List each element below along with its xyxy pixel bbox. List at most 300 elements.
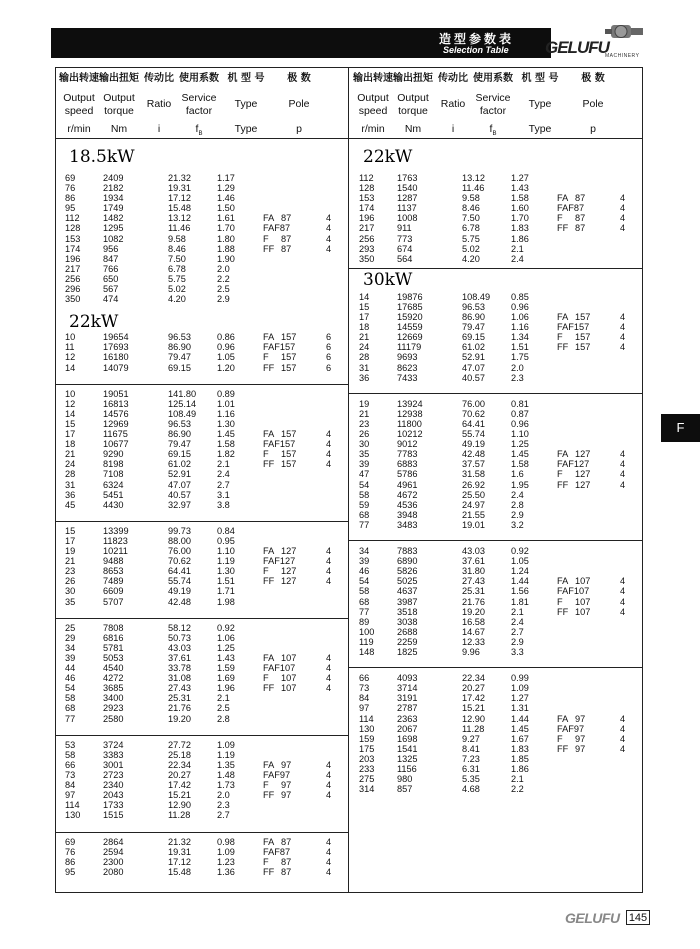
cell: 14.67 bbox=[462, 626, 485, 637]
cell: 1749 bbox=[103, 203, 124, 214]
cell: 28 bbox=[359, 352, 370, 363]
cell: 15.48 bbox=[168, 203, 191, 214]
cell: 39 bbox=[65, 652, 76, 663]
cell: 0.98 bbox=[217, 836, 235, 847]
type-model: FA bbox=[557, 449, 569, 460]
column-header-en-line: factor bbox=[479, 105, 507, 117]
cell: 29 bbox=[65, 632, 76, 643]
cell: 4540 bbox=[103, 663, 124, 674]
cell: 148 bbox=[359, 647, 375, 658]
type-model: FA bbox=[263, 836, 275, 847]
column-header-en-line: Output bbox=[103, 92, 135, 104]
column-unit: r/min bbox=[361, 123, 385, 135]
cell: 34 bbox=[359, 546, 370, 557]
cell: 28 bbox=[65, 469, 76, 480]
cell: 99.73 bbox=[168, 525, 191, 536]
cell: 64.41 bbox=[168, 566, 191, 577]
type-model: FAF157 bbox=[263, 439, 296, 450]
type-list bbox=[55, 546, 348, 586]
cell: 5.02 bbox=[462, 243, 480, 254]
type-model: FA bbox=[557, 576, 569, 587]
cell: 19.31 bbox=[168, 846, 191, 857]
cell: 2.1 bbox=[511, 243, 524, 254]
cell: 217 bbox=[65, 263, 81, 274]
cell: 44 bbox=[65, 663, 76, 674]
cell: 5.75 bbox=[168, 273, 186, 284]
cell: 2.4 bbox=[511, 253, 524, 264]
cell: 773 bbox=[397, 233, 413, 244]
type-model: F bbox=[263, 566, 269, 577]
cell: 9693 bbox=[397, 352, 418, 363]
cell: 2.4 bbox=[511, 616, 524, 627]
cell: 17 bbox=[65, 429, 76, 440]
cell: 1.61 bbox=[217, 213, 235, 224]
cell: 36 bbox=[359, 372, 370, 383]
cell: 5826 bbox=[397, 566, 418, 577]
type-size: 87 bbox=[281, 866, 292, 877]
cell: 5786 bbox=[397, 469, 418, 480]
cell: 11800 bbox=[397, 418, 422, 429]
cell: 52.91 bbox=[168, 469, 191, 480]
cell: 350 bbox=[359, 253, 375, 264]
column-header-cn: 传动比 bbox=[438, 73, 468, 84]
column-header bbox=[468, 67, 518, 139]
column-header-en bbox=[57, 92, 101, 118]
column-header-en-line: Output bbox=[357, 92, 389, 104]
cell: 1.83 bbox=[511, 223, 529, 234]
type-row bbox=[349, 449, 642, 459]
cell: 70.62 bbox=[462, 408, 485, 419]
type-row bbox=[55, 790, 348, 800]
type-size: 157 bbox=[281, 449, 297, 460]
cell: 1733 bbox=[103, 800, 124, 811]
column-header-en bbox=[514, 98, 566, 111]
type-list bbox=[349, 576, 642, 616]
cell: 4672 bbox=[397, 489, 418, 500]
power-heading: 22kW bbox=[69, 312, 119, 333]
cell: 293 bbox=[359, 243, 375, 254]
cell: 19.20 bbox=[462, 606, 485, 617]
column-header-en-line: speed bbox=[358, 105, 388, 117]
cell: 69 bbox=[65, 173, 76, 183]
column-header-en-line: Ratio bbox=[146, 98, 172, 110]
cell: 19876 bbox=[397, 291, 423, 302]
cell: 46 bbox=[65, 673, 76, 684]
cell: 66 bbox=[65, 759, 76, 770]
cell: 76.00 bbox=[462, 398, 485, 409]
cell: 9.96 bbox=[462, 647, 480, 658]
type-model: FA bbox=[557, 193, 569, 204]
power-heading: 30kW bbox=[363, 269, 413, 290]
cell: 1.31 bbox=[511, 703, 529, 714]
type-pole: 4 bbox=[620, 469, 626, 480]
cell: 36 bbox=[65, 489, 76, 500]
column-header-cn: 输出转速 bbox=[353, 73, 393, 84]
type-row bbox=[349, 744, 642, 754]
cell: 77 bbox=[65, 713, 76, 724]
cell: 5025 bbox=[397, 576, 418, 587]
cell: 1.75 bbox=[511, 352, 529, 363]
cell: 7.23 bbox=[462, 753, 480, 764]
type-size: 127 bbox=[281, 576, 297, 587]
cell: 1.09 bbox=[511, 683, 529, 694]
type-row bbox=[55, 459, 348, 469]
cell: 3.2 bbox=[511, 519, 524, 530]
cell: 10677 bbox=[103, 439, 129, 450]
cell: 8.41 bbox=[462, 743, 480, 754]
type-row bbox=[349, 714, 642, 724]
cell: 3483 bbox=[397, 519, 418, 530]
brand-logo bbox=[545, 22, 650, 60]
type-row bbox=[349, 469, 642, 479]
type-pole: 4 bbox=[326, 673, 332, 684]
column-header-en bbox=[351, 92, 395, 118]
column-header-cn: 输出扭矩 bbox=[393, 73, 433, 84]
type-list bbox=[55, 837, 348, 877]
cell: 79.47 bbox=[168, 439, 191, 450]
cell: 1.24 bbox=[511, 566, 529, 577]
type-row bbox=[55, 439, 348, 449]
column-header-cn: 使用系数 bbox=[473, 73, 513, 84]
right-table-header bbox=[349, 67, 642, 139]
type-row bbox=[55, 760, 348, 770]
type-model: FA bbox=[557, 713, 569, 724]
cell: 10211 bbox=[103, 546, 128, 557]
cell: 2688 bbox=[397, 626, 418, 637]
cell: 1.86 bbox=[511, 764, 529, 775]
type-model: FA bbox=[263, 429, 275, 440]
section-divider bbox=[55, 618, 348, 619]
cell: 0.85 bbox=[511, 291, 529, 302]
type-row bbox=[55, 653, 348, 663]
cell: 7433 bbox=[397, 372, 418, 383]
column-unit: i bbox=[451, 123, 455, 135]
cell: 4093 bbox=[397, 673, 418, 684]
cell: 25.31 bbox=[462, 586, 485, 597]
cell: 153 bbox=[359, 193, 375, 204]
cell: 20.27 bbox=[168, 769, 191, 780]
cell: 24 bbox=[65, 459, 76, 470]
type-model: FAF107 bbox=[557, 586, 590, 597]
type-pole: 4 bbox=[326, 836, 332, 847]
type-size: 107 bbox=[575, 606, 591, 617]
column-header bbox=[573, 67, 613, 139]
cell: 1.35 bbox=[217, 759, 235, 770]
cell: 22.34 bbox=[168, 759, 191, 770]
type-row bbox=[349, 586, 642, 596]
cell: 13399 bbox=[103, 525, 129, 536]
column-header-en-line: speed bbox=[64, 105, 94, 117]
cell: 3.8 bbox=[217, 499, 230, 510]
cell: 23 bbox=[65, 566, 76, 577]
cell: 1.59 bbox=[217, 663, 235, 674]
type-model: FAF127 bbox=[557, 459, 590, 470]
cell: 86 bbox=[65, 856, 76, 867]
column-header-en bbox=[141, 98, 177, 111]
cell: 6816 bbox=[103, 632, 124, 643]
cell: 8653 bbox=[103, 566, 124, 577]
type-pole: 4 bbox=[620, 193, 626, 204]
column-header-en-line: Output bbox=[397, 92, 429, 104]
type-row bbox=[55, 837, 348, 847]
title-en: Selection Table bbox=[443, 45, 509, 55]
cell: 17 bbox=[65, 535, 76, 546]
type-size: 87 bbox=[281, 233, 292, 244]
type-row bbox=[55, 770, 348, 780]
cell: 15 bbox=[65, 418, 76, 429]
cell: 17.12 bbox=[168, 193, 191, 204]
type-list bbox=[349, 714, 642, 754]
column-header-en-line: Pole bbox=[288, 98, 310, 110]
cell: 2259 bbox=[397, 636, 418, 647]
column-header-cn: 极 数 bbox=[581, 73, 605, 84]
cell: 58 bbox=[65, 749, 76, 760]
cell: 21.76 bbox=[462, 596, 485, 607]
cell: 2.7 bbox=[217, 479, 230, 490]
cell: 1.48 bbox=[217, 769, 235, 780]
cell: 22.34 bbox=[462, 673, 485, 684]
cell: 86 bbox=[65, 193, 76, 204]
type-size: 127 bbox=[575, 479, 591, 490]
type-row bbox=[55, 244, 348, 254]
cell: 26 bbox=[65, 576, 76, 587]
cell: 64.41 bbox=[462, 418, 485, 429]
column-unit: Type bbox=[528, 123, 552, 135]
cell: 3001 bbox=[103, 759, 124, 770]
cell: 1325 bbox=[397, 753, 418, 764]
cell: 1.51 bbox=[511, 342, 529, 353]
cell: 1.43 bbox=[217, 652, 235, 663]
cell: 2.0 bbox=[511, 362, 524, 373]
cell: 3948 bbox=[397, 509, 418, 520]
type-model: FF bbox=[557, 606, 569, 617]
type-pole: 4 bbox=[620, 606, 626, 617]
cell: 112 bbox=[65, 213, 80, 224]
cell: 857 bbox=[397, 784, 413, 795]
cell: 0.92 bbox=[511, 546, 529, 557]
cell: 0.81 bbox=[511, 398, 529, 409]
cell: 1.16 bbox=[217, 408, 235, 419]
cell: 1.06 bbox=[511, 312, 529, 323]
cell: 1.85 bbox=[511, 753, 529, 764]
type-pole: 4 bbox=[620, 459, 626, 470]
type-pole: 4 bbox=[620, 713, 626, 724]
cell: 68 bbox=[65, 703, 76, 714]
cell: 4637 bbox=[397, 586, 418, 597]
cell: 0.84 bbox=[217, 525, 235, 536]
cell: 15 bbox=[65, 525, 76, 536]
cell: 217 bbox=[359, 223, 375, 234]
type-row bbox=[55, 576, 348, 586]
type-row bbox=[55, 867, 348, 877]
type-model: FF bbox=[263, 459, 275, 470]
type-model: FF bbox=[557, 479, 569, 490]
cell: 130 bbox=[359, 723, 375, 734]
footer-brand: GELUFU bbox=[565, 910, 620, 926]
cell: 1.58 bbox=[511, 459, 529, 470]
type-pole: 4 bbox=[620, 576, 626, 587]
cell: 4430 bbox=[103, 499, 124, 510]
page-number: 145 bbox=[626, 910, 650, 925]
type-pole: 4 bbox=[326, 233, 332, 244]
cell: 0.89 bbox=[217, 388, 235, 399]
cell: 66 bbox=[359, 673, 370, 684]
type-row bbox=[55, 342, 348, 352]
cell: 5451 bbox=[103, 489, 124, 500]
type-model: FAF87 bbox=[557, 203, 585, 214]
cell: 11.46 bbox=[168, 223, 191, 234]
cell: 567 bbox=[103, 284, 119, 295]
section-divider bbox=[55, 384, 348, 385]
cell: 1.95 bbox=[511, 479, 529, 490]
cell: 61.02 bbox=[462, 342, 485, 353]
cell: 19 bbox=[359, 398, 370, 409]
section-divider bbox=[55, 521, 348, 522]
cell: 1287 bbox=[397, 193, 418, 204]
cell: 0.96 bbox=[511, 418, 529, 429]
cell: 11675 bbox=[103, 429, 128, 440]
cell: 21.32 bbox=[168, 173, 191, 183]
cell: 0.86 bbox=[217, 332, 235, 343]
cell: 9290 bbox=[103, 449, 124, 460]
section-divider bbox=[349, 540, 642, 541]
cell: 1.50 bbox=[217, 203, 235, 214]
cell: 69 bbox=[65, 836, 76, 847]
column-unit: Type bbox=[234, 123, 258, 135]
cell: 1.45 bbox=[217, 429, 235, 440]
cell: 2.9 bbox=[511, 636, 524, 647]
column-unit: i bbox=[157, 123, 161, 135]
cell: 1.58 bbox=[217, 439, 235, 450]
cell: 6609 bbox=[103, 586, 124, 597]
column-header bbox=[141, 67, 177, 139]
cell: 112 bbox=[359, 173, 374, 183]
section-tab: F bbox=[661, 414, 700, 442]
cell: 42.48 bbox=[168, 596, 191, 607]
cell: 2787 bbox=[397, 703, 418, 714]
type-row bbox=[55, 847, 348, 857]
cell: 79.47 bbox=[462, 322, 485, 333]
type-model: FF bbox=[263, 243, 275, 254]
cell: 7808 bbox=[103, 622, 124, 633]
cell: 174 bbox=[65, 243, 81, 254]
type-pole: 4 bbox=[326, 213, 332, 224]
cell: 26.92 bbox=[462, 479, 485, 490]
type-size: 127 bbox=[281, 566, 297, 577]
cell: 5053 bbox=[103, 652, 124, 663]
column-header-en-line: Ratio bbox=[440, 98, 466, 110]
cell: 12969 bbox=[103, 418, 129, 429]
cell: 19.01 bbox=[462, 519, 485, 530]
type-model: FAF157 bbox=[557, 322, 590, 333]
cell: 0.96 bbox=[217, 342, 235, 353]
type-row bbox=[55, 857, 348, 867]
cell: 5781 bbox=[103, 642, 124, 653]
cell: 16.58 bbox=[462, 616, 485, 627]
power-heading: 18.5kW bbox=[69, 147, 135, 167]
type-pole: 4 bbox=[620, 223, 626, 234]
cell: 2.2 bbox=[511, 784, 524, 795]
cell: 2.1 bbox=[217, 693, 230, 704]
cell: 1156 bbox=[397, 764, 417, 775]
cell: 16813 bbox=[103, 398, 129, 409]
cell: 12938 bbox=[397, 408, 423, 419]
cell: 21 bbox=[359, 332, 370, 343]
column-unit bbox=[468, 123, 518, 141]
type-row bbox=[55, 352, 348, 362]
cell: 5.02 bbox=[168, 284, 186, 295]
cell: 1.70 bbox=[217, 223, 235, 234]
cell: 2182 bbox=[103, 183, 124, 194]
cell: 1.70 bbox=[511, 213, 529, 224]
cell: 1934 bbox=[103, 193, 124, 204]
type-pole: 4 bbox=[620, 342, 626, 353]
type-size: 87 bbox=[281, 213, 292, 224]
cell: 6.31 bbox=[462, 764, 480, 775]
cell: 2923 bbox=[103, 703, 124, 714]
type-pole: 4 bbox=[326, 663, 332, 674]
cell: 114 bbox=[359, 713, 374, 724]
cell: 256 bbox=[65, 273, 81, 284]
type-model: F bbox=[557, 596, 563, 607]
type-size: 87 bbox=[281, 856, 292, 867]
cell: 1.36 bbox=[217, 866, 235, 877]
cell: 0.87 bbox=[511, 408, 529, 419]
cell: 1.19 bbox=[217, 556, 235, 567]
cell: 21 bbox=[359, 408, 370, 419]
type-row bbox=[349, 724, 642, 734]
cell: 40.57 bbox=[462, 372, 485, 383]
cell: 7.50 bbox=[462, 213, 480, 224]
type-row bbox=[349, 734, 642, 744]
type-pole: 4 bbox=[326, 856, 332, 867]
cell: 2.7 bbox=[217, 810, 230, 821]
column-unit: p bbox=[296, 123, 302, 135]
cell: 196 bbox=[65, 253, 81, 264]
cell: 1825 bbox=[397, 647, 418, 658]
cell: 19654 bbox=[103, 332, 129, 343]
cell: 27.43 bbox=[168, 683, 191, 694]
cell: 12.33 bbox=[462, 636, 485, 647]
cell: 2.4 bbox=[511, 489, 524, 500]
type-pole: 4 bbox=[326, 683, 332, 694]
cell: 2.3 bbox=[511, 372, 524, 383]
type-pole: 4 bbox=[620, 479, 626, 490]
cell: 1.80 bbox=[217, 233, 235, 244]
type-row bbox=[349, 607, 642, 617]
cell: 13924 bbox=[397, 398, 423, 409]
cell: 1.56 bbox=[511, 586, 529, 597]
cell: 77 bbox=[359, 519, 370, 530]
cell: 58 bbox=[359, 489, 370, 500]
cell: 233 bbox=[359, 764, 375, 775]
cell: 8623 bbox=[397, 362, 418, 373]
cell: 86.90 bbox=[168, 342, 191, 353]
cell: 1.46 bbox=[217, 193, 235, 204]
cell: 2340 bbox=[103, 780, 124, 791]
cell: 11823 bbox=[103, 535, 128, 546]
cell: 11.28 bbox=[462, 723, 485, 734]
cell: 53 bbox=[65, 739, 76, 750]
type-pole: 4 bbox=[326, 780, 332, 791]
type-pole: 4 bbox=[620, 596, 626, 607]
column-unit-sub: B bbox=[198, 131, 203, 138]
cell: 9.58 bbox=[168, 233, 186, 244]
type-size: 157 bbox=[281, 332, 297, 343]
cell: 32.97 bbox=[168, 499, 191, 510]
type-row bbox=[55, 663, 348, 673]
type-row bbox=[349, 193, 642, 203]
